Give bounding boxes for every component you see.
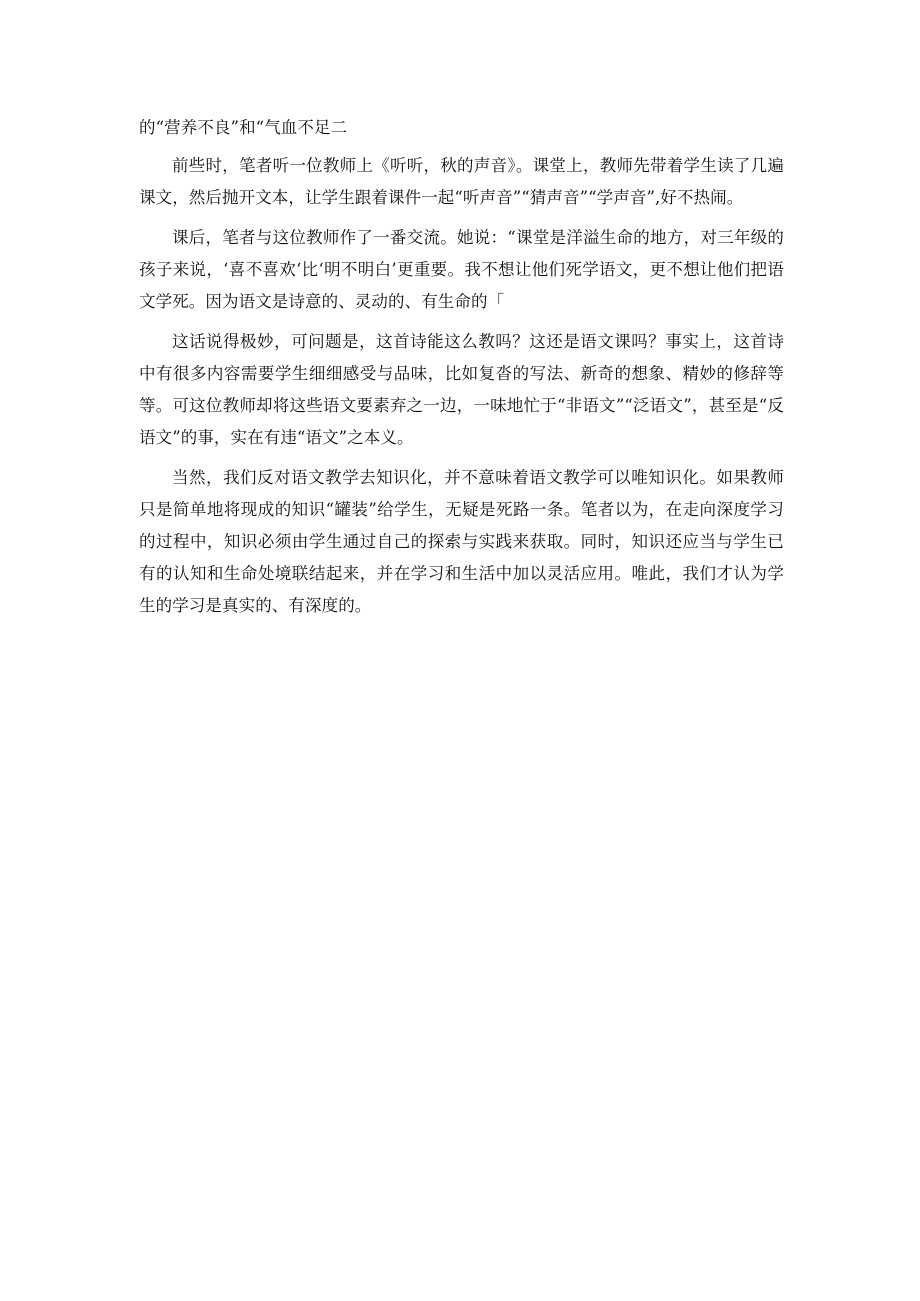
paragraph-conclusion: 当然，我们反对语文教学去知识化，并不意味着语文教学可以唯知识化。如果教师只是简单地将现成的知识“罐装”给学生，无疑是死路一条。笔者以为，在走向深度学习的过程中，知识必须由学生通过自己的探索与实践来获取。同时，知识还应当与学生已有的认知和生命处境联结起来，并在学习和生活中加以灵活应用。唯此，我们才认为学生的学习是真实的、有深度的。 <box>139 468 784 615</box>
paragraph-lesson-observation: 前些时，笔者听一位教师上《听听，秋的声音》。课堂上，教师先带着学生读了几遍课文，然后抛开文本，让学生跟着课件一起“听声音”“猜声音”“学声音”,好不热闹。 <box>139 156 784 207</box>
paragraph-critique: 这话说得极妙，可问题是，这首诗能这么教吗？这还是语文课吗？事实上，这首诗中有很多内容需要学生细细感受与品味，比如复沓的写法、新奇的想象、精妙的修辞等等。可这位教师却将这些语文要素弃之一边，一味地忙于“非语文”“泛语文”，甚至是“反语文”的事，实在有违“语文”之本义。 <box>139 332 784 447</box>
document-page <box>139 112 784 630</box>
paragraph-teacher-conversation: 课后，笔者与这位教师作了一番交流。她说：“课堂是洋溢生命的地方，对三年级的孩子来说，‘喜不喜欢‘比‘明不明白’更重要。我不想让他们死学语文，更不想让他们把语文学死。因为语文是诗意的、灵动的、有生命的「 <box>139 228 784 311</box>
paragraph-continuation: 的“营养不良”和“气血不足二 <box>139 118 348 137</box>
